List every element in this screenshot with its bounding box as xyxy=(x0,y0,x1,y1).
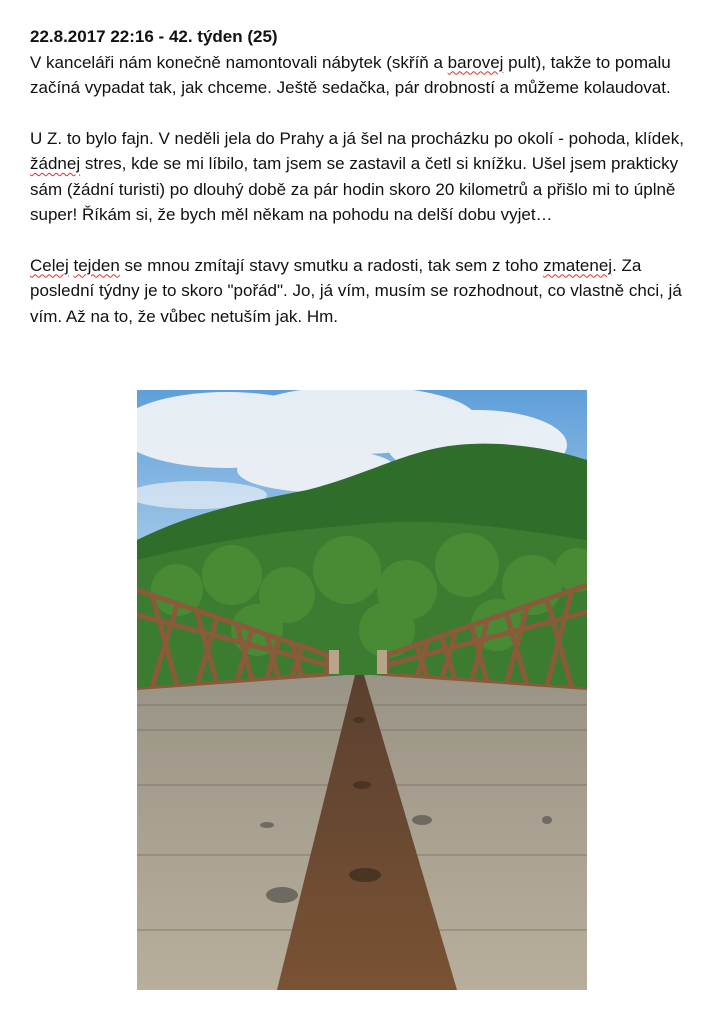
text-run: se mnou zmítají stavy smutku a radosti, tak sem z toho xyxy=(119,255,544,275)
text-run: stres, kde se mi líbilo, tam jsem se zastavil a četl si knížku. Ušel jsem prakticky sám (žádní turisti) po dlouhý době za pár hodin skoro 20 kilometrů a přišlo mi to úplně super! Říkám si, že bych měl někam na pohodu na delší dobu vyjet… xyxy=(30,154,679,224)
misspelled-word: barovej xyxy=(447,52,504,72)
misspelled-word: zmatenej xyxy=(543,255,613,275)
document-body xyxy=(30,24,700,354)
text-run: U Z. to bylo fajn. V neděli jela do Prahy a já šel na procházku po okolí - pohoda, klídek, xyxy=(30,128,684,148)
paragraph-3 xyxy=(30,253,700,330)
bridge-photo xyxy=(137,390,587,990)
misspelled-word: Celej xyxy=(30,255,69,275)
text-run: V kanceláři nám konečně namontovali nábytek (skříň a xyxy=(30,52,448,72)
paragraph-1 xyxy=(30,50,700,101)
text-run: pult), takže to pomalu začíná vypadat tak, jak chceme. Ještě sedačka, pár drobností a můžeme kolaudovat. xyxy=(30,52,671,97)
text-run: . Za poslední týdny je to skoro "pořád". Jo, já vím, musím se rozhodnout, co vlastně chci, já vím. Až na to, že vůbec netuším jak. Hm. xyxy=(30,255,682,326)
paragraph-2 xyxy=(30,126,700,228)
misspelled-word: tejden xyxy=(73,255,120,275)
misspelled-word: žádnej xyxy=(30,154,81,173)
entry-title: 22.8.2017 22:16 - 42. týden (25) xyxy=(30,27,278,46)
